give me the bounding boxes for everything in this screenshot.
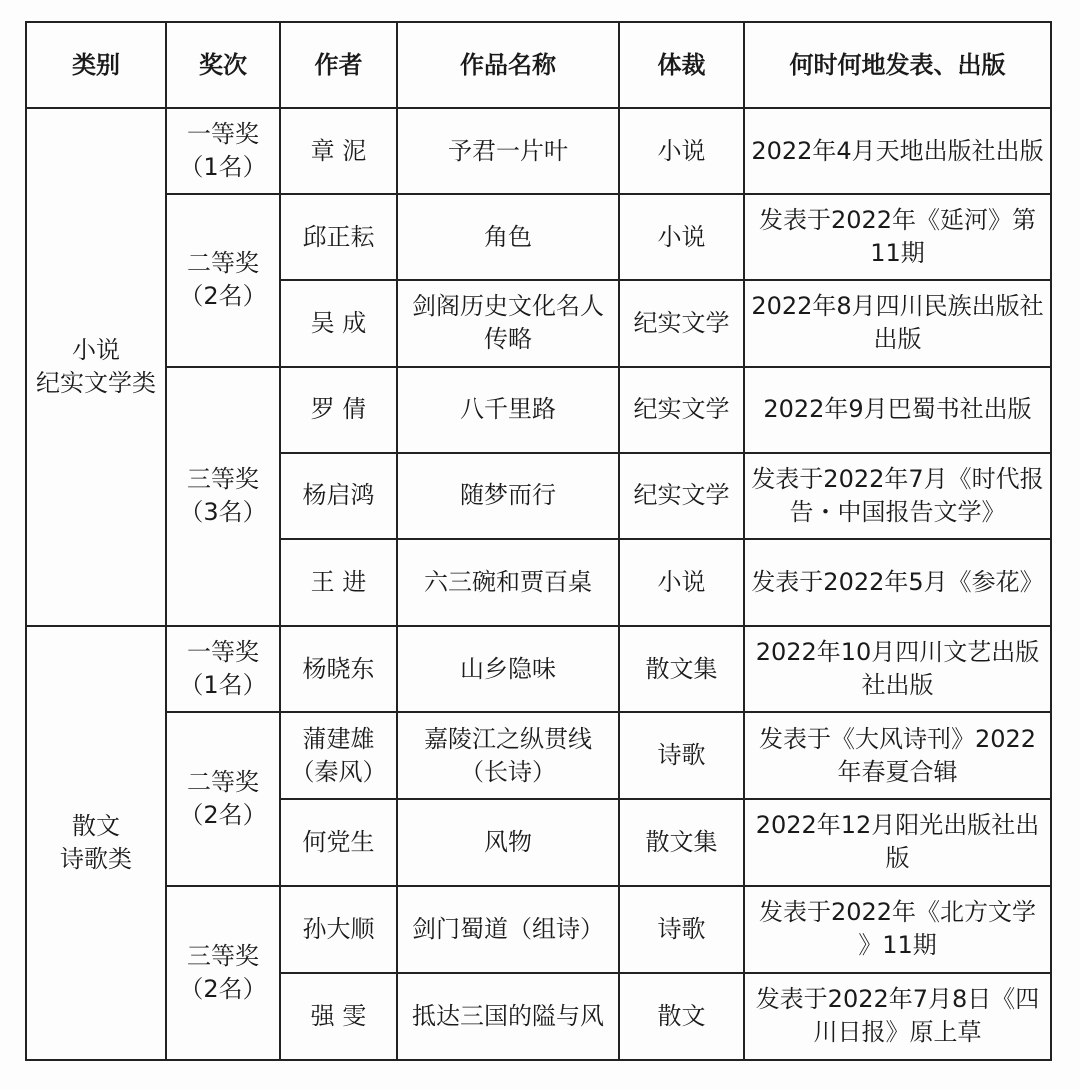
category-line: 散文 [72, 812, 120, 841]
work-title: 六三碗和贾百桌 [424, 567, 592, 596]
author-name: （秦风） [290, 757, 387, 786]
work-title: 剑门蜀道（组诗） [412, 914, 604, 943]
publication-cell [744, 194, 1051, 280]
work-title: 剑阁历史文化名人 [412, 292, 604, 321]
category-cell [26, 108, 166, 626]
author-name: 王 进 [310, 567, 367, 596]
genre-cell: 诗歌 [619, 886, 744, 973]
table-row [26, 367, 1051, 453]
publication-line: 社出版 [861, 671, 934, 700]
author-cell [280, 280, 397, 366]
prize-count: （1名） [179, 153, 267, 182]
author-cell [280, 886, 397, 973]
author-cell [280, 799, 397, 885]
table-row [26, 712, 1051, 799]
publication-line: 年春夏合辑 [837, 757, 958, 786]
category-line: 诗歌类 [60, 845, 132, 874]
title-cell [397, 367, 619, 453]
work-title: 予君一片叶 [448, 136, 568, 165]
prize-cell [166, 194, 280, 366]
prize-label: 一等奖 [187, 120, 259, 149]
publication-cell [744, 626, 1051, 712]
author-cell [280, 539, 397, 626]
prize-count: （3名） [179, 498, 267, 527]
title-cell [397, 626, 619, 712]
prize-count: （2名） [179, 282, 267, 311]
prize-cell [166, 626, 280, 712]
genre-cell: 散文 [619, 973, 744, 1060]
header-genre: 体裁 [619, 22, 744, 108]
category-cell [26, 626, 166, 1060]
publication-line: 发表于2022年《北方文学 [758, 898, 1037, 927]
genre-cell: 小说 [619, 539, 744, 626]
publication-line: 版 [885, 844, 910, 873]
category-line: 纪实文学类 [36, 369, 156, 398]
work-title: 传略 [484, 325, 532, 354]
publication-cell [744, 108, 1051, 194]
author-name: 杨启鸿 [302, 481, 375, 510]
genre-cell: 散文集 [619, 626, 744, 712]
title-cell [397, 108, 619, 194]
prize-label: 三等奖 [187, 941, 259, 970]
author-cell [280, 367, 397, 453]
table-row [26, 194, 1051, 280]
title-cell [397, 973, 619, 1060]
publication-cell [744, 539, 1051, 626]
publication-line: 出版 [873, 325, 922, 354]
work-title: 八千里路 [460, 395, 556, 424]
genre-cell: 散文集 [619, 799, 744, 885]
header-category: 类别 [26, 22, 166, 108]
title-cell [397, 886, 619, 973]
publication-cell [744, 367, 1051, 453]
work-title: 风物 [484, 827, 532, 856]
publication-line: 告・中国报告文学》 [789, 497, 1006, 526]
publication-line: 》11期 [858, 931, 937, 960]
category-line: 小说 [72, 336, 120, 365]
work-title: 随梦而行 [460, 481, 556, 510]
genre-cell: 诗歌 [619, 712, 744, 799]
genre-cell: 纪实文学 [619, 280, 744, 366]
publication-line: 发表于2022年7月《时代报 [751, 464, 1044, 493]
author-name: 杨晓东 [302, 654, 375, 683]
author-cell [280, 194, 397, 280]
publication-line: 2022年12月阳光出版社出 [755, 811, 1040, 840]
author-name: 吴 成 [310, 308, 367, 337]
title-cell [397, 799, 619, 885]
author-cell [280, 626, 397, 712]
prize-count: （2名） [179, 800, 267, 829]
prize-count: （2名） [179, 974, 267, 1003]
author-name: 章 泥 [310, 136, 367, 165]
header-publication: 何时何地发表、出版 [744, 22, 1051, 108]
table-row [26, 886, 1051, 973]
prize-cell [166, 886, 280, 1060]
author-name: 邱正耘 [302, 222, 375, 251]
table-row [26, 108, 1051, 194]
genre-cell: 纪实文学 [619, 453, 744, 539]
prize-count: （1名） [179, 671, 267, 700]
prize-label: 二等奖 [187, 249, 259, 278]
publication-line: 川日报》原上草 [813, 1018, 982, 1047]
header-prize: 奖次 [166, 22, 280, 108]
prize-label: 三等奖 [187, 465, 259, 494]
author-name: 蒲建雄 [302, 724, 375, 753]
publication-cell [744, 453, 1051, 539]
author-cell [280, 973, 397, 1060]
publication-cell [744, 886, 1051, 973]
prize-cell [166, 367, 280, 627]
prize-label: 一等奖 [187, 638, 259, 667]
publication-line: 2022年4月天地出版社出版 [751, 136, 1044, 165]
genre-cell: 小说 [619, 194, 744, 280]
work-title: 角色 [484, 222, 532, 251]
publication-line: 2022年10月四川文艺出版 [755, 638, 1040, 667]
work-title: 抵达三国的隘与风 [412, 1001, 604, 1030]
genre-cell: 纪实文学 [619, 367, 744, 453]
header-author: 作者 [280, 22, 397, 108]
header-title: 作品名称 [397, 22, 619, 108]
publication-cell [744, 799, 1051, 885]
publication-line: 发表于2022年《延河》第 [758, 206, 1037, 235]
author-cell [280, 712, 397, 799]
author-name: 何党生 [302, 827, 375, 856]
publication-cell [744, 712, 1051, 799]
work-title: （长诗） [460, 757, 556, 786]
genre-cell: 小说 [619, 108, 744, 194]
prize-cell [166, 712, 280, 885]
title-cell [397, 194, 619, 280]
publication-line: 发表于2022年7月8日《四 [755, 985, 1040, 1014]
work-title: 嘉陵江之纵贯线 [424, 724, 592, 753]
publication-cell [744, 973, 1051, 1060]
table-row [26, 626, 1051, 712]
author-name: 罗 倩 [310, 395, 367, 424]
author-cell [280, 453, 397, 539]
author-cell [280, 108, 397, 194]
publication-line: 2022年9月巴蜀书社出版 [763, 395, 1032, 424]
title-cell [397, 453, 619, 539]
publication-line: 发表于2022年5月《参花》 [751, 567, 1044, 596]
awards-table [25, 21, 1052, 1061]
title-cell [397, 539, 619, 626]
title-cell [397, 712, 619, 799]
prize-cell [166, 108, 280, 194]
author-name: 孙大顺 [302, 914, 375, 943]
prize-label: 二等奖 [187, 767, 259, 796]
title-cell [397, 280, 619, 366]
work-title: 山乡隐味 [460, 654, 556, 683]
publication-line: 发表于《大风诗刊》2022 [758, 724, 1037, 753]
publication-line: 11期 [870, 239, 925, 268]
publication-line: 2022年8月四川民族出版社 [751, 292, 1044, 321]
publication-cell [744, 280, 1051, 366]
header-row [26, 22, 1051, 108]
author-name: 强 雯 [310, 1001, 367, 1030]
